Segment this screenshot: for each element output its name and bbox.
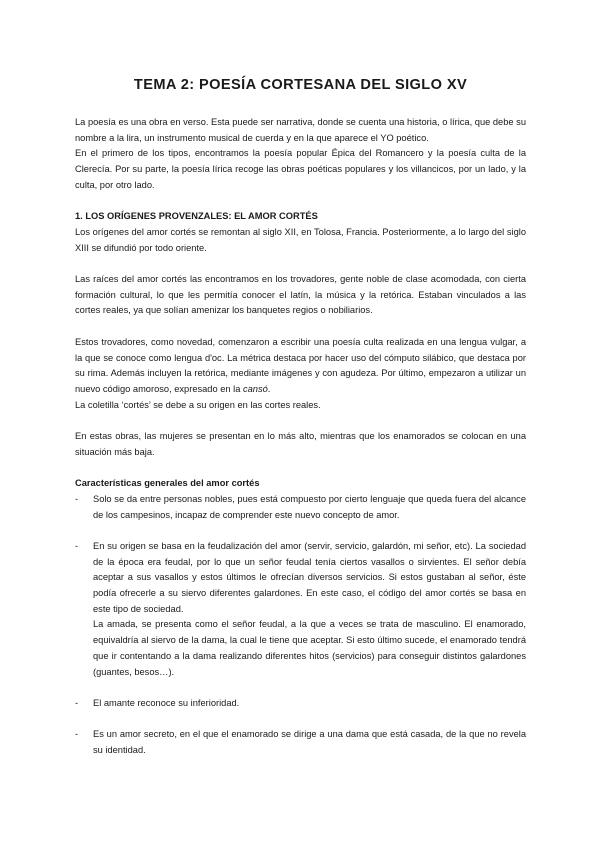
dash-bullet: - bbox=[75, 493, 79, 504]
canso-term: cansó bbox=[242, 383, 268, 394]
dash-bullet: - bbox=[75, 540, 79, 551]
list-item bbox=[75, 696, 526, 712]
intro-paragraph-2: En el primero de los tipos, encontramos la poesía popular Épica del Romancero y la poesía culta de la Clerecía. Por su parte, la poesía lírica recoge las obras poéticas populares y los villancicos, por un lado, y la culta, por otro lado. bbox=[75, 148, 526, 190]
dash-bullet: - bbox=[75, 729, 79, 740]
spacer bbox=[75, 319, 526, 335]
page-title: TEMA 2: POESÍA CORTESANA DEL SIGLO XV bbox=[133, 77, 468, 93]
origins-paragraph-3 bbox=[75, 335, 526, 398]
spacer bbox=[75, 256, 526, 272]
origins-paragraph-3-line2: La coletilla ‘cortés’ se debe a su origen en las cortes reales. bbox=[75, 399, 321, 410]
origins-paragraph-3-end: . bbox=[267, 383, 271, 394]
origins-paragraph-3-text: Estos trovadores, como novedad, comenzaron a escribir una poesía culta realizada en una lengua vulgar, a la que se conoce como lengua d'oc. La métrica destaca por hacer uso del cómputo silábico, que destaca por su rima. Además incluyen la retórica, mediante imágenes y con agudeza. Por último, empezaron a utilizar un nuevo código amoroso, expresado en la bbox=[75, 336, 526, 394]
list-item-text-continued: La amada, se presenta como el señor feudal, a la que a veces se trata de masculino. El enamorado, equivaldría al siervo de la dama, la cual le tiene que aceptar. Si esto último sucede, el enamorado tendrá que ir contentando a la dama realizando diferentes hitos (servicios) para conseguir distintos galardones (guantes, besos…). bbox=[93, 619, 526, 677]
list-item-text: En su origen se basa en la feudalización del amor (servir, servicio, galardón, mi señor, etc). La sociedad de la época era feudal, por lo que un señor feudal tenía ciertos vasallos o sirvientes. El señor debía aceptar a sus vasallos y estos últimos le ofrecían diversos servicios. Si estos gustaban al señor, éste podía ofrecerle a su siervo diferentes galardones. En este caso, el código del amor cortés se basa en este tipo de sociedad. bbox=[93, 540, 526, 614]
document-page bbox=[75, 76, 526, 759]
section-heading-origins: 1. LOS ORÍGENES PROVENZALES: EL AMOR CORTÉS bbox=[75, 211, 318, 222]
spacer bbox=[75, 460, 526, 476]
list-item bbox=[75, 539, 526, 680]
dash-bullet: - bbox=[75, 697, 79, 708]
characteristics-list bbox=[75, 492, 526, 759]
spacer bbox=[75, 413, 526, 429]
origins-paragraph-2: Las raíces del amor cortés las encontramos en los trovadores, gente noble de clase acomodada, con cierta formación cultural, lo que les permitía conocer el latín, la música y la retórica. Estaban vinculados a las cortes reales, ya que solían amenizar los banquetes regios o nobiliarios. bbox=[75, 274, 526, 316]
origins-paragraph-1: Los orígenes del amor cortés se remontan al siglo XII, en Tolosa, Francia. Posteriormente, a lo largo del siglo XIII se difundió por todo oriente. bbox=[75, 226, 526, 253]
characteristics-heading: Características generales del amor cortés bbox=[75, 478, 260, 489]
intro-paragraph-1: La poesía es una obra en verso. Esta puede ser narrativa, donde se cuenta una historia, o lírica, que debe su nombre a la lira, un instrumento musical de cuerda y en la que aparece el YO poético. bbox=[75, 117, 526, 143]
list-item bbox=[75, 492, 526, 523]
spacer bbox=[75, 194, 526, 210]
origins-paragraph-4: En estas obras, las mujeres se presentan en lo más alto, mientras que los enamorados se colocan en una situación más baja. bbox=[75, 431, 526, 457]
list-item bbox=[75, 727, 526, 758]
list-item-text: El amante reconoce su inferioridad. bbox=[93, 697, 240, 708]
list-item-text: Es un amor secreto, en el que el enamorado se dirige a una dama que está casada, de la que no revela su identidad. bbox=[93, 729, 526, 755]
list-item-text: Solo se da entre personas nobles, pues está compuesto por cierto lenguaje que queda fuera del alcance de los campesinos, incapaz de comprender este nuevo concepto de amor. bbox=[93, 493, 526, 520]
